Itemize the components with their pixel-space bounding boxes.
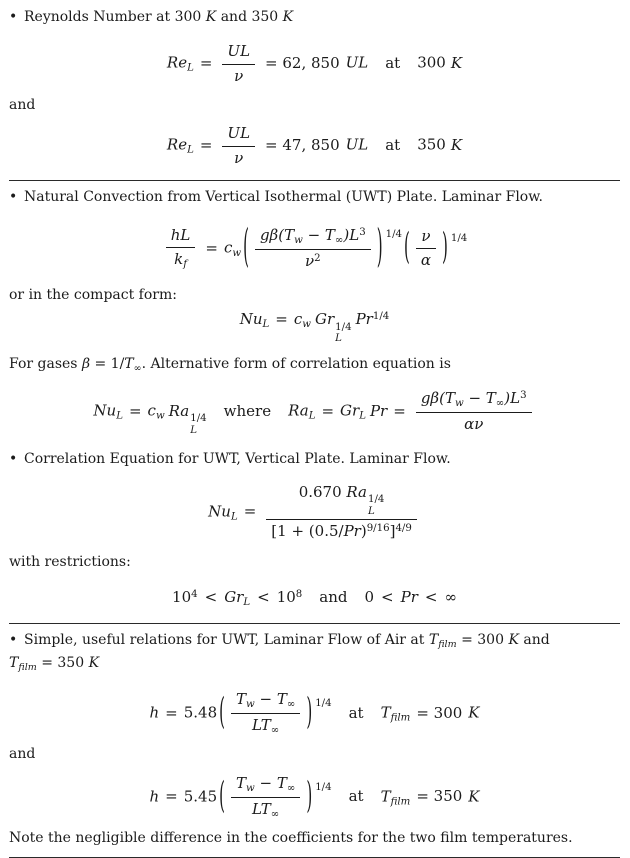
subscript: w: [302, 319, 312, 331]
subscript: L: [368, 505, 375, 517]
equation-reynolds-300k: [9, 42, 620, 85]
exponent: 1/4: [372, 311, 390, 323]
sup-sub-stack: [335, 322, 351, 345]
denominator: [166, 247, 196, 271]
kelvin-symbol: K: [508, 632, 519, 649]
t-symbol: T: [124, 355, 134, 372]
exponent: 1/4: [190, 413, 207, 425]
kelvin-symbol: K: [282, 9, 294, 25]
heading-text: Natural Convection from Vertical Isothermal (UWT) Plate. Laminar Flow.: [24, 188, 544, 205]
lhs-fraction: [166, 226, 196, 271]
c-symbol: c: [223, 238, 233, 257]
section-divider: [9, 623, 620, 624]
subscript: w: [232, 247, 242, 259]
left-paren: (: [404, 225, 410, 269]
ul-symbol: UL: [345, 54, 369, 73]
coefficient: 5.45: [183, 787, 218, 806]
sup-sub-stack: [190, 413, 206, 436]
pr-symbol: Pr: [369, 401, 388, 420]
heading-part: Reynolds Number at 300: [24, 9, 206, 25]
t-symbol: T: [428, 632, 439, 649]
subscript: L: [359, 410, 366, 422]
subscript: L: [262, 319, 270, 331]
infinity-subscript: ∞: [334, 235, 344, 247]
equation-h-350k: [9, 774, 620, 821]
equals-sign: =: [275, 310, 288, 329]
right-paren: ): [442, 225, 448, 269]
text-part: = 300: [456, 632, 509, 649]
label-compact-form: or in the compact form:: [9, 286, 177, 303]
heading-text: [24, 631, 550, 651]
base-ten: 10: [172, 587, 192, 606]
beta-symbol: β: [81, 355, 91, 372]
film-subscript: film: [18, 661, 37, 673]
re-symbol: Re: [166, 136, 188, 154]
numerator: [231, 774, 300, 797]
text-part: and: [518, 632, 550, 649]
less-than-sign: <: [424, 587, 438, 606]
exponent: 4: [191, 588, 198, 600]
infinity-subscript: ∞: [495, 398, 505, 410]
t-symbol: T: [380, 787, 391, 806]
equation-restrictions: [9, 588, 620, 610]
less-than-sign: <: [204, 587, 218, 606]
temperature-fraction: [231, 774, 300, 821]
less-than-sign: <: [381, 587, 394, 606]
math-token: ]: [389, 522, 396, 541]
equals-sign: =: [199, 136, 213, 154]
heading-reynolds: [9, 8, 620, 26]
exponent-quarter: 1/4: [450, 233, 468, 245]
numerator: hL: [170, 226, 191, 245]
at-word: at: [348, 703, 364, 722]
denominator: [231, 713, 300, 737]
denominator: [266, 519, 417, 541]
text-part: Simple, useful relations for UWT, Laminar Flow of Air at: [24, 632, 429, 649]
t-symbol: T: [235, 773, 246, 792]
grashof-fraction: [255, 226, 371, 271]
pr-symbol: Pr: [400, 587, 418, 606]
math-token: )L: [504, 389, 521, 408]
infinity-symbol: ∞: [444, 587, 457, 606]
denominator: α: [416, 248, 436, 270]
exponent: 1/4: [335, 321, 352, 333]
temperature-value: 300: [417, 54, 446, 73]
subscript: L: [308, 410, 316, 422]
exponent: 9/16: [366, 523, 390, 535]
exponent: 1/4: [368, 494, 385, 506]
math-token: gβ(T: [259, 226, 295, 245]
exponent: 3: [359, 227, 366, 239]
bullet-icon: •: [9, 632, 18, 649]
heading-text: Correlation Equation for UWT, Vertical Plate. Laminar Flow.: [24, 451, 451, 468]
base-ten: 10: [276, 587, 296, 606]
subscript: L: [116, 410, 123, 422]
at-word: at: [385, 136, 401, 154]
gr-symbol: Gr: [340, 401, 360, 420]
t-symbol: T: [380, 703, 391, 722]
equals-sign: =: [393, 401, 406, 420]
equals-value: = 350: [416, 787, 463, 806]
equation-nusselt-compact: [9, 310, 620, 345]
math-token: − T: [302, 226, 335, 245]
subscript: L: [230, 511, 238, 523]
equation-h-300k: [9, 690, 620, 737]
subscript: L: [243, 596, 251, 608]
equals-sign: =: [321, 401, 335, 420]
nu-symbol: Nu: [93, 401, 117, 420]
bullet-icon: •: [9, 188, 18, 205]
right-paren: ): [376, 219, 383, 274]
math-token: gβ(T: [420, 389, 455, 408]
subscript: w: [246, 699, 255, 711]
subscript: L: [187, 63, 194, 75]
heading-correlation: [9, 450, 620, 468]
ra-symbol: Ra: [346, 482, 368, 501]
kelvin-symbol: K: [468, 703, 480, 722]
math-token: − T: [463, 389, 496, 408]
note-coefficients: Note the negligible difference in the coefficients for the two film temperatures.: [9, 830, 573, 847]
h-symbol: h: [149, 703, 160, 722]
text-part: = 1/: [90, 355, 125, 372]
infinity-subscript: ∞: [286, 699, 296, 711]
text-part: For gases: [9, 355, 82, 372]
equation-rayleigh-definition: [9, 389, 620, 436]
at-word: at: [385, 54, 401, 73]
infinity-subscript: ∞: [270, 725, 280, 737]
exponent: 3: [520, 390, 527, 402]
numerator: [231, 690, 300, 713]
nu-symbol: Nu: [239, 310, 263, 329]
equals-value: = 300: [416, 703, 463, 722]
left-paren: (: [243, 219, 249, 274]
main-fraction: [266, 483, 417, 542]
subscript: w: [155, 410, 165, 422]
bullet-icon: •: [9, 451, 18, 468]
k-symbol: k: [174, 250, 184, 269]
h-symbol: h: [149, 787, 160, 806]
pr-symbol: Pr: [343, 522, 361, 541]
subscript: L: [190, 424, 198, 436]
heading-reynolds-text: [24, 8, 293, 26]
kelvin-symbol: K: [205, 9, 217, 25]
re-symbol: Re: [166, 54, 188, 73]
heading-simple-relations: [9, 631, 620, 651]
equals-sign: =: [243, 502, 257, 520]
zero: 0: [364, 587, 375, 606]
t-symbol: T: [235, 690, 246, 709]
equals-value: = 47, 850: [265, 136, 340, 154]
equals-value: = 62, 850: [265, 54, 340, 73]
heading-simple-relations-cont: [9, 654, 620, 674]
label-restrictions: with restrictions:: [9, 554, 131, 571]
heading-part: and 350: [216, 9, 283, 25]
numerator: [266, 483, 417, 519]
equals-sign: =: [128, 401, 142, 420]
pr-symbol: Pr: [355, 310, 373, 329]
exponent-quarter: 1/4: [315, 781, 332, 793]
temperature-value: 350: [417, 136, 446, 154]
c-symbol: c: [147, 401, 156, 420]
subscript: w: [294, 235, 303, 247]
subscript: L: [335, 333, 342, 345]
ul-symbol: UL: [345, 136, 369, 154]
bullet-icon: •: [9, 9, 18, 25]
left-paren: (: [219, 690, 225, 734]
subscript: w: [454, 398, 464, 410]
equation-churchill-chu: [9, 483, 620, 542]
label-and: and: [9, 746, 36, 763]
ra-symbol: Ra: [288, 401, 309, 420]
subscript: w: [246, 782, 255, 794]
numerator: [416, 389, 532, 412]
rayleigh-fraction: [416, 389, 532, 434]
nu-symbol: Nu: [208, 502, 231, 520]
exponent: 8: [295, 588, 303, 600]
t-symbol: T: [9, 654, 19, 671]
math-token: LT: [252, 716, 271, 735]
ra-symbol: Ra: [168, 401, 190, 420]
film-subscript: film: [438, 639, 457, 651]
right-paren: ): [306, 690, 313, 734]
equals-sign: =: [165, 787, 178, 806]
math-token: − T: [254, 773, 287, 792]
infinity-subscript: ∞: [133, 362, 142, 374]
kelvin-symbol: K: [450, 54, 463, 73]
equation-reynolds-350k: [9, 124, 620, 167]
kelvin-symbol: K: [450, 136, 463, 154]
nu-symbol: ν: [305, 252, 315, 271]
bottom-divider: [9, 857, 620, 858]
exponent: 2: [314, 253, 321, 265]
gr-symbol: Gr: [224, 587, 244, 606]
less-than-sign: <: [257, 587, 270, 606]
exponent-quarter: 1/4: [315, 698, 332, 710]
infinity-subscript: ∞: [270, 809, 280, 821]
numerator: UL: [227, 124, 251, 143]
denominator: ν: [222, 146, 255, 168]
numerator: ν: [421, 227, 431, 246]
denominator: [231, 797, 300, 821]
math-token: − T: [254, 690, 287, 709]
and-word: and: [319, 587, 348, 606]
infinity-subscript: ∞: [286, 782, 296, 794]
denominator: [255, 249, 371, 271]
at-word: at: [348, 787, 364, 806]
exponent: 4/9: [395, 523, 412, 535]
sup-sub-stack: [368, 494, 384, 517]
coefficient: 0.670: [298, 482, 347, 501]
equals-sign: =: [205, 238, 218, 257]
math-token: )L: [343, 226, 360, 245]
film-subscript: film: [390, 796, 411, 808]
math-token: LT: [252, 799, 271, 818]
exponent-quarter: 1/4: [385, 229, 402, 241]
equals-sign: =: [199, 54, 213, 73]
equation-natural-convection: [9, 219, 620, 274]
film-subscript: film: [390, 712, 411, 724]
math-token: ): [360, 522, 367, 541]
prandtl-fraction: [416, 227, 436, 270]
where-word: where: [223, 401, 272, 420]
right-paren: ): [306, 773, 313, 817]
label-and: and: [9, 96, 36, 113]
coefficient: 5.48: [183, 703, 218, 722]
numerator: [255, 226, 371, 249]
text-part: = 350: [36, 654, 89, 671]
section-divider: [9, 180, 620, 181]
label-gases: [9, 355, 620, 375]
c-symbol: c: [293, 310, 303, 329]
subscript: L: [187, 145, 194, 157]
kelvin-symbol: K: [468, 787, 480, 806]
numerator: UL: [227, 42, 251, 61]
temperature-fraction: [231, 690, 300, 737]
equals-sign: =: [165, 703, 178, 722]
fraction: [222, 124, 255, 167]
subscript: f: [183, 259, 187, 271]
text-part: . Alternative form of correlation equation is: [141, 355, 451, 372]
fraction: [222, 42, 255, 85]
kelvin-symbol: K: [88, 654, 100, 671]
denominator: ν: [222, 64, 255, 86]
math-token: [1 + (0.5/: [271, 522, 344, 541]
gr-symbol: Gr: [315, 310, 335, 329]
heading-natural-convection: [9, 188, 620, 206]
denominator: αν: [416, 412, 532, 434]
left-paren: (: [219, 773, 225, 817]
